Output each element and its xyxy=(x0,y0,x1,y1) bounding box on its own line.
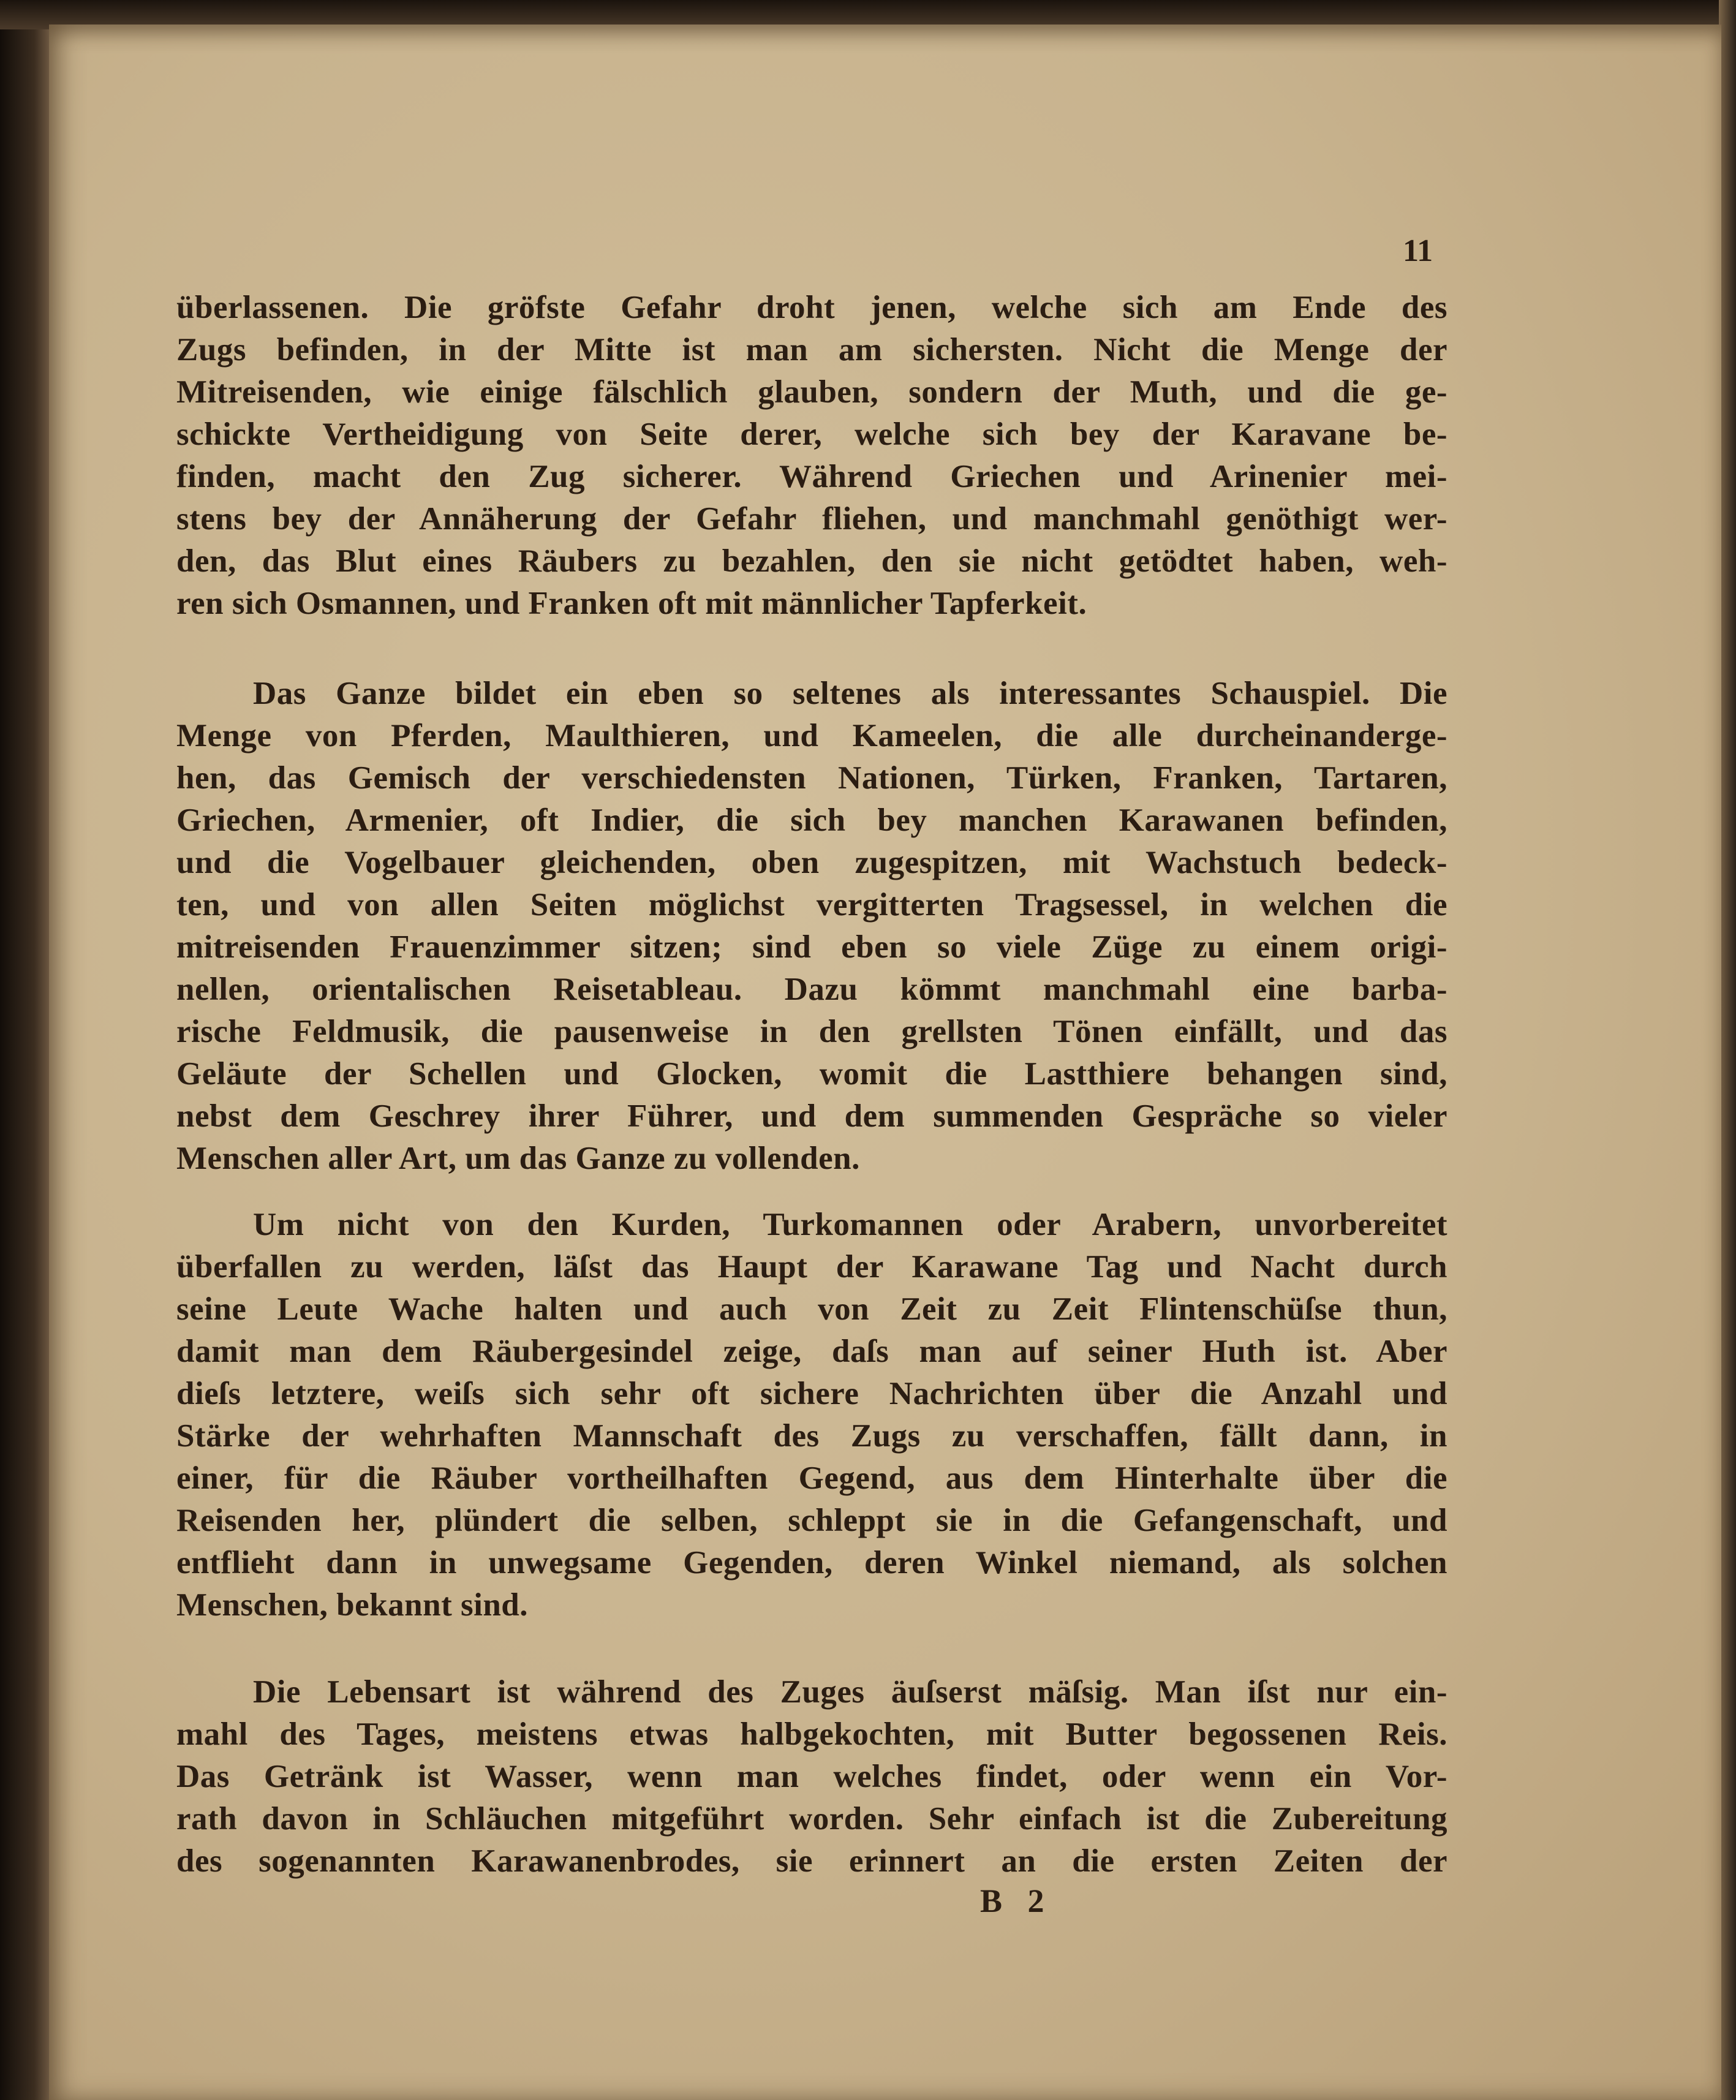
text-line: damit man dem Räubergesindel zeige, daſs man auf seiner Huth ist. Aber xyxy=(176,1334,1447,1369)
paragraph-1 xyxy=(176,287,1447,625)
text-line: dieſs letztere, weiſs sich sehr oft sichere Nachrichten über die Anzahl und xyxy=(176,1376,1447,1411)
text-line: Geläute der Schellen und Glocken, womit die Lastthiere behangen sind, xyxy=(176,1056,1447,1092)
text-line: Menschen aller Art, um das Ganze zu vollenden. xyxy=(176,1141,860,1176)
text-line: Das Getränk ist Wasser, wenn man welches findet, oder wenn ein Vor- xyxy=(176,1759,1447,1794)
book-spine-shadow xyxy=(0,0,49,2100)
text-line: nebst dem Geschrey ihrer Führer, und dem summenden Gespräche so vieler xyxy=(176,1098,1447,1134)
text-line: Das Ganze bildet ein eben so seltenes als interessantes Schauspiel. Die xyxy=(253,676,1447,711)
signature-mark: B 2 xyxy=(980,1883,1053,1919)
text-line: Reisenden her, plündert die selben, schleppt sie in die Gefangenschaft, und xyxy=(176,1503,1447,1538)
text-line: überlassenen. Die gröfste Gefahr droht jenen, welche sich am Ende des xyxy=(176,290,1447,325)
paragraph-3 xyxy=(176,1204,1447,1626)
paragraph-2 xyxy=(176,673,1447,1180)
text-line: rath davon in Schläuchen mitgeführt worden. Sehr einfach ist die Zubereitung xyxy=(176,1801,1447,1837)
text-line: überfallen zu werden, läſst das Haupt der Karawane Tag und Nacht durch xyxy=(176,1249,1447,1285)
text-line: hen, das Gemisch der verschiedensten Nationen, Türken, Franken, Tartaren, xyxy=(176,760,1447,796)
text-line: den, das Blut eines Räubers zu bezahlen, den sie nicht getödtet haben, weh- xyxy=(176,543,1447,579)
text-line: ren sich Osmannen, und Franken oft mit männlicher Tapferkeit. xyxy=(176,586,1087,621)
text-line: seine Leute Wache halten und auch von Zeit zu Zeit Flintenschüſse thun, xyxy=(176,1291,1447,1327)
scan-right-edge xyxy=(1719,0,1736,2100)
text-line: einer, für die Räuber vortheilhaften Gegend, aus dem Hinterhalte über die xyxy=(176,1460,1447,1496)
page-number: 11 xyxy=(1403,233,1433,268)
text-line: ten, und von allen Seiten möglichst vergitterten Tragsessel, in welchen die xyxy=(176,887,1447,923)
text-line: des sogenannten Karawanenbrodes, sie erinnert an die ersten Zeiten der xyxy=(176,1843,1447,1879)
text-line: Mitreisenden, wie einige fälschlich glauben, sondern der Muth, und die ge- xyxy=(176,374,1447,410)
text-line: entflieht dann in unwegsame Gegenden, deren Winkel niemand, als solchen xyxy=(176,1545,1447,1581)
text-line: Um nicht von den Kurden, Turkomannen oder Arabern, unvorbereitet xyxy=(253,1207,1447,1242)
text-line: Menschen, bekannt sind. xyxy=(176,1587,529,1623)
text-line: Menge von Pferden, Maulthieren, und Kameelen, die alle durcheinanderge- xyxy=(176,718,1447,754)
text-line: rische Feldmusik, die pausenweise in den grellsten Tönen einfällt, und das xyxy=(176,1014,1447,1049)
text-line: stens bey der Annäherung der Gefahr fliehen, und manchmahl genöthigt wer- xyxy=(176,501,1447,537)
text-line: finden, macht den Zug sicherer. Während Griechen und Arinenier mei- xyxy=(176,459,1447,494)
text-line: Griechen, Armenier, oft Indier, die sich bey manchen Karawanen befinden, xyxy=(176,803,1447,838)
text-line: Stärke der wehrhaften Mannschaft des Zugs zu verschaffen, fällt dann, in xyxy=(176,1418,1447,1454)
text-line: und die Vogelbauer gleichenden, oben zugespitzen, mit Wachstuch bedeck- xyxy=(176,845,1447,880)
text-line: mitreisenden Frauenzimmer sitzen; sind eben so viele Züge zu einem origi- xyxy=(176,929,1447,965)
text-line: schickte Vertheidigung von Seite derer, welche sich bey der Karavane be- xyxy=(176,417,1447,452)
text-line: mahl des Tages, meistens etwas halbgekochten, mit Butter begossenen Reis. xyxy=(176,1717,1447,1752)
text-line: nellen, orientalischen Reisetableau. Dazu kömmt manchmahl eine barba- xyxy=(176,972,1447,1007)
paragraph-4 xyxy=(176,1671,1447,1883)
text-line: Zugs befinden, in der Mitte ist man am sichersten. Nicht die Menge der xyxy=(176,332,1447,368)
text-line: Die Lebensart ist während des Zuges äuſserst mäſsig. Man iſst nur ein- xyxy=(253,1674,1447,1710)
